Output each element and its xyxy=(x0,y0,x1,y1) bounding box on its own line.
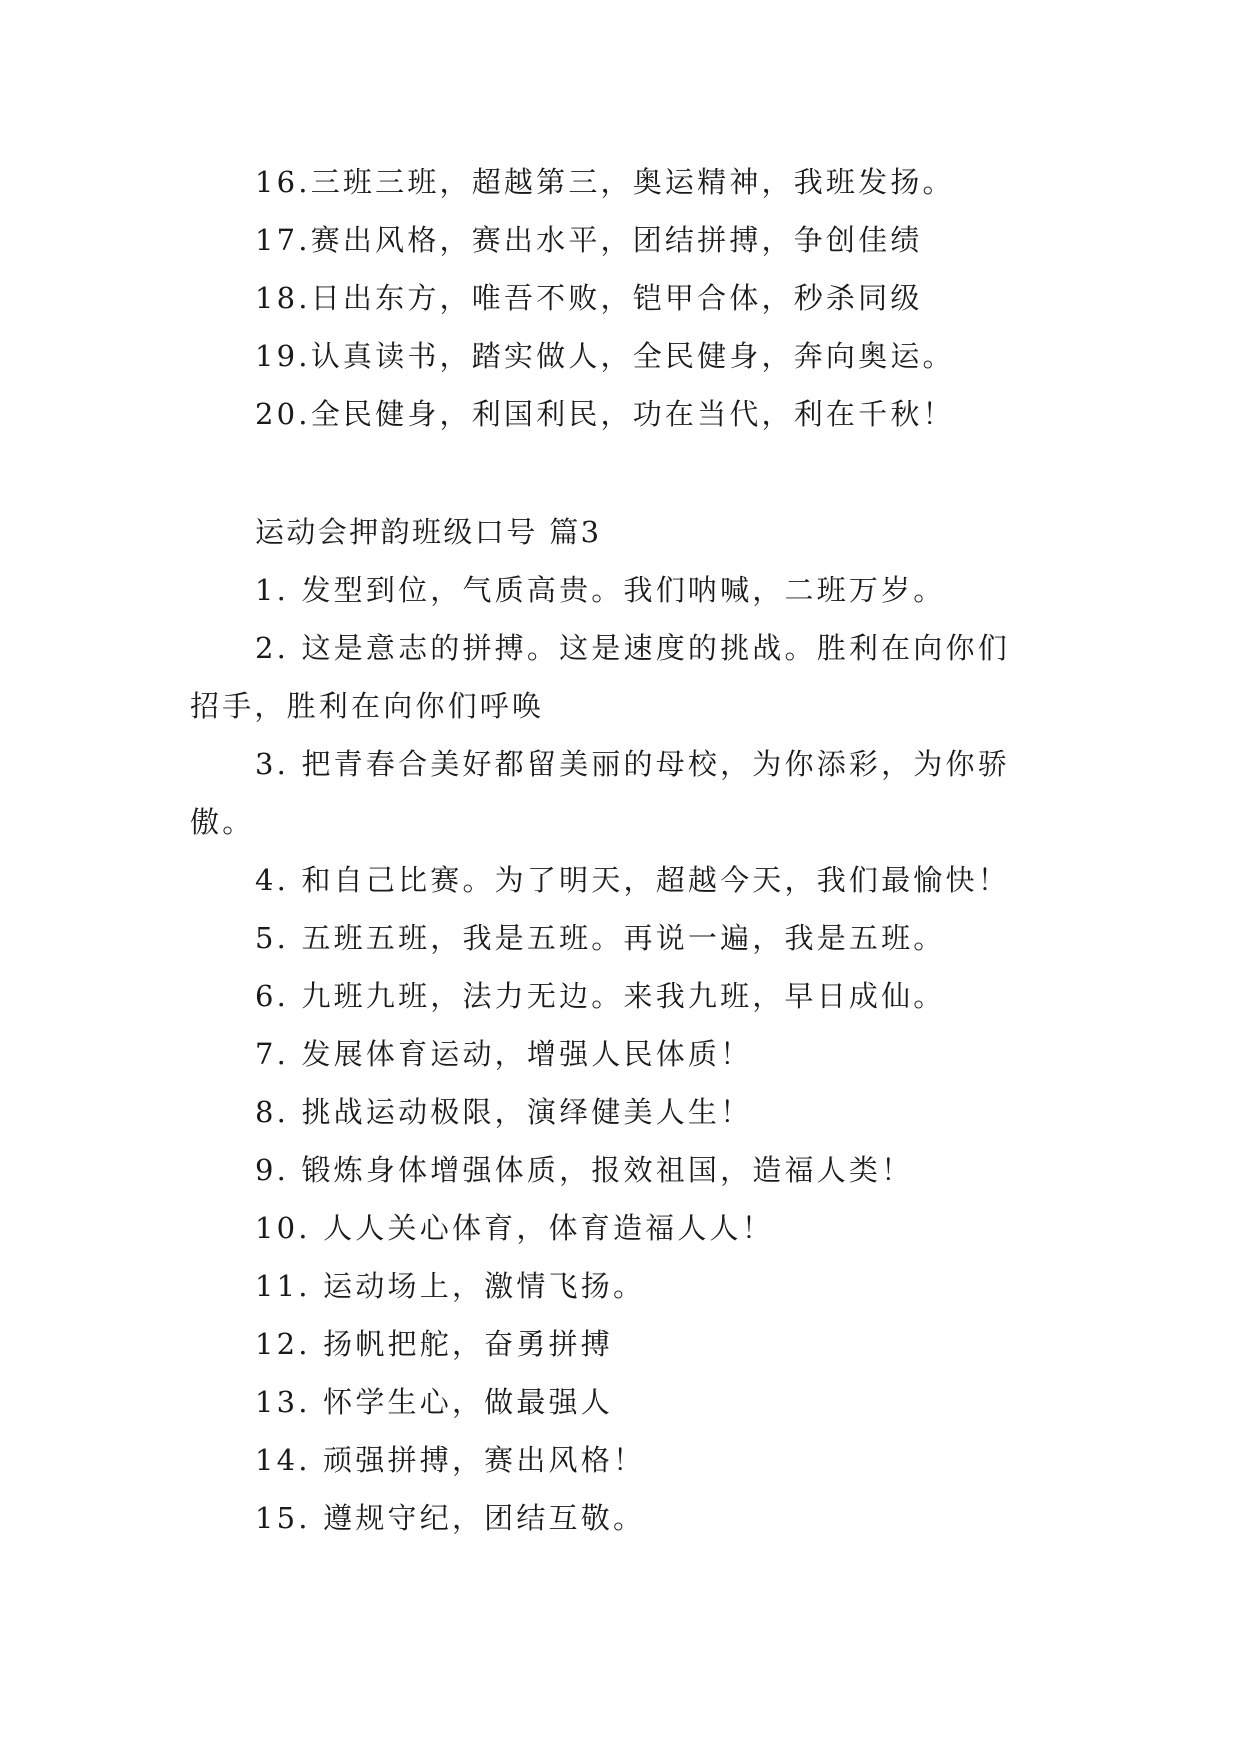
section-item-14: 14. 顽强拼搏，赛出风格！ xyxy=(255,1443,646,1477)
section-item-5: 5. 五班五班，我是五班。再说一遍，我是五班。 xyxy=(255,921,946,955)
section-item-6: 6. 九班九班，法力无边。来我九班，早日成仙。 xyxy=(255,979,946,1013)
section-item-15: 15. 遵规守纪，团结互敬。 xyxy=(255,1501,646,1535)
section-item-11: 11. 运动场上，激情飞扬。 xyxy=(255,1269,646,1303)
section-item-9: 9. 锻炼身体增强体质，报效祖国，造福人类！ xyxy=(255,1153,914,1187)
slogan-20: 20.全民健身，利国利民，功在当代，利在千秋！ xyxy=(255,397,955,431)
section-item-3-line-2: 傲。 xyxy=(190,805,255,839)
section-item-7: 7. 发展体育运动，增强人民体质！ xyxy=(255,1037,753,1071)
slogan-19: 19.认真读书，踏实做人，全民健身，奔向奥运。 xyxy=(255,339,955,373)
section-item-12: 12. 扬帆把舵，奋勇拼搏 xyxy=(255,1327,613,1361)
section-title: 运动会押韵班级口号 篇3 xyxy=(255,515,602,549)
section-item-1: 1. 发型到位，气质高贵。我们呐喊，二班万岁。 xyxy=(255,573,946,607)
slogan-17: 17.赛出风格，赛出水平，团结拼搏，争创佳绩 xyxy=(255,223,923,257)
section-item-2-line-1: 2. 这是意志的拼搏。这是速度的挑战。胜利在向你们 xyxy=(255,631,1010,665)
slogan-18: 18.日出东方，唯吾不败，铠甲合体，秒杀同级 xyxy=(255,281,923,315)
slogan-16: 16.三班三班，超越第三，奥运精神，我班发扬。 xyxy=(255,165,955,199)
section-item-2-line-2: 招手，胜利在向你们呼唤 xyxy=(190,689,545,723)
section-item-8: 8. 挑战运动极限，演绎健美人生！ xyxy=(255,1095,753,1129)
section-item-13: 13. 怀学生心，做最强人 xyxy=(255,1385,613,1419)
section-item-3-line-1: 3. 把青春合美好都留美丽的母校，为你添彩，为你骄 xyxy=(255,747,1010,781)
section-item-10: 10. 人人关心体育，体育造福人人！ xyxy=(255,1211,774,1245)
section-item-4: 4. 和自己比赛。为了明天，超越今天，我们最愉快！ xyxy=(255,863,1010,897)
